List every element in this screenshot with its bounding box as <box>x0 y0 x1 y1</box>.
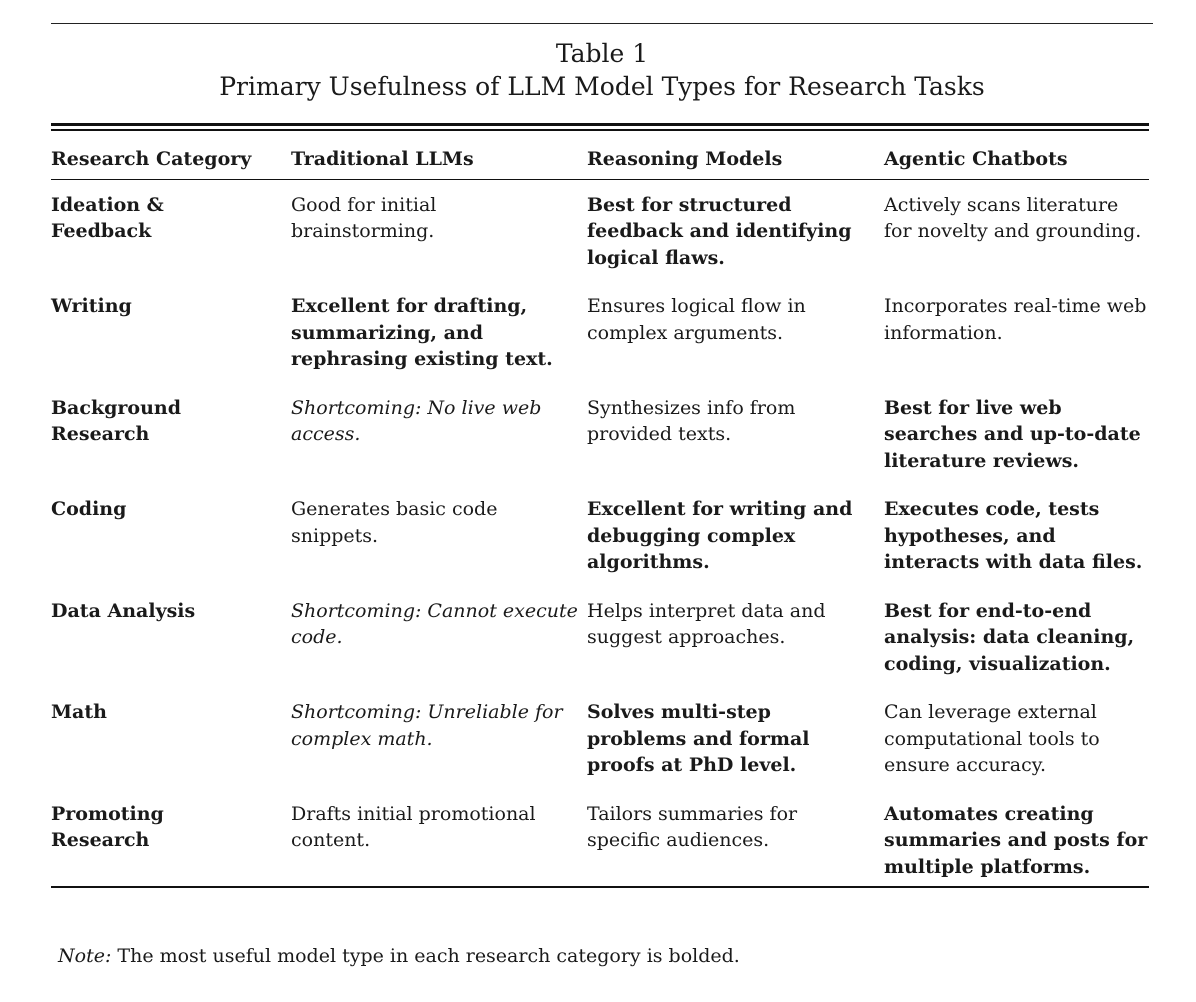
note-label: Note: <box>58 945 112 967</box>
cell-category: Math <box>51 701 107 723</box>
cell-agentic: Incorporates real-time web information. <box>884 295 1147 344</box>
cell-agentic: Best for end-to-end analysis: data cleaning, coding, visualization. <box>884 599 1135 675</box>
cell-category: Data Analysis <box>51 599 196 622</box>
table-row <box>51 283 1149 385</box>
table-body <box>51 180 1149 887</box>
cell-traditional: Shortcoming: No live web access. <box>291 396 542 445</box>
cell-traditional: Shortcoming: Unreliable for complex math. <box>291 701 563 750</box>
cell-traditional: Excellent for drafting, summarizing, and rephrasing existing text. <box>291 295 553 370</box>
header-agentic-chatbots: Agentic Chatbots <box>884 148 1068 170</box>
cell-category: Coding <box>51 498 127 520</box>
cell-reasoning: Ensures logical flow in complex arguments. <box>587 295 806 344</box>
cell-agentic: Best for live web searches and up-to-date literature reviews. <box>884 396 1141 472</box>
table-header-row <box>51 131 1149 179</box>
cell-reasoning: Helps interpret data and suggest approaches. <box>587 599 826 648</box>
cell-traditional: Drafts initial promotional content. <box>291 802 536 851</box>
cell-reasoning: Synthesizes info from provided texts. <box>587 396 796 445</box>
header-research-category: Research Category <box>51 148 252 170</box>
table-title: Primary Usefulness of LLM Model Types for Research Tasks <box>219 72 985 101</box>
table-row <box>51 486 1149 588</box>
table-row <box>51 588 1149 690</box>
header-traditional-llms: Traditional LLMs <box>291 148 474 170</box>
cell-category: Ideation & Feedback <box>51 193 164 242</box>
table-row <box>51 791 1149 887</box>
table-label: Table 1 <box>555 39 649 68</box>
note-text: The most useful model type in each research category is bolded. <box>117 945 740 967</box>
header-reasoning-models: Reasoning Models <box>587 148 783 170</box>
table-note <box>58 942 740 970</box>
cell-category: Promoting Research <box>51 802 164 851</box>
top-rule <box>51 23 1153 24</box>
table-row <box>51 689 1149 791</box>
cell-category: Background Research <box>51 396 181 445</box>
table <box>51 123 1149 888</box>
table-bottom-rule <box>51 886 1149 888</box>
cell-reasoning: Solves multi-step problems and formal proofs at PhD level. <box>587 701 810 776</box>
table-row <box>51 180 1149 284</box>
cell-reasoning: Excellent for writing and debugging complex algorithms. <box>587 498 853 573</box>
cell-agentic: Can leverage external computational tools to ensure accuracy. <box>884 701 1100 776</box>
cell-category: Writing <box>51 295 132 317</box>
cell-reasoning: Tailors summaries for specific audiences. <box>587 802 798 851</box>
cell-traditional: Generates basic code snippets. <box>291 498 498 547</box>
cell-agentic: Executes code, tests hypotheses, and interacts with data files. <box>884 498 1143 573</box>
cell-traditional: Good for initial brainstorming. <box>291 193 437 242</box>
cell-agentic: Actively scans literature for novelty and grounding. <box>884 193 1142 242</box>
cell-reasoning: Best for structured feedback and identifying logical flaws. <box>587 193 852 269</box>
table-row <box>51 385 1149 487</box>
cell-agentic: Automates creating summaries and posts for multiple platforms. <box>884 802 1148 878</box>
cell-traditional: Shortcoming: Cannot execute code. <box>291 599 578 648</box>
